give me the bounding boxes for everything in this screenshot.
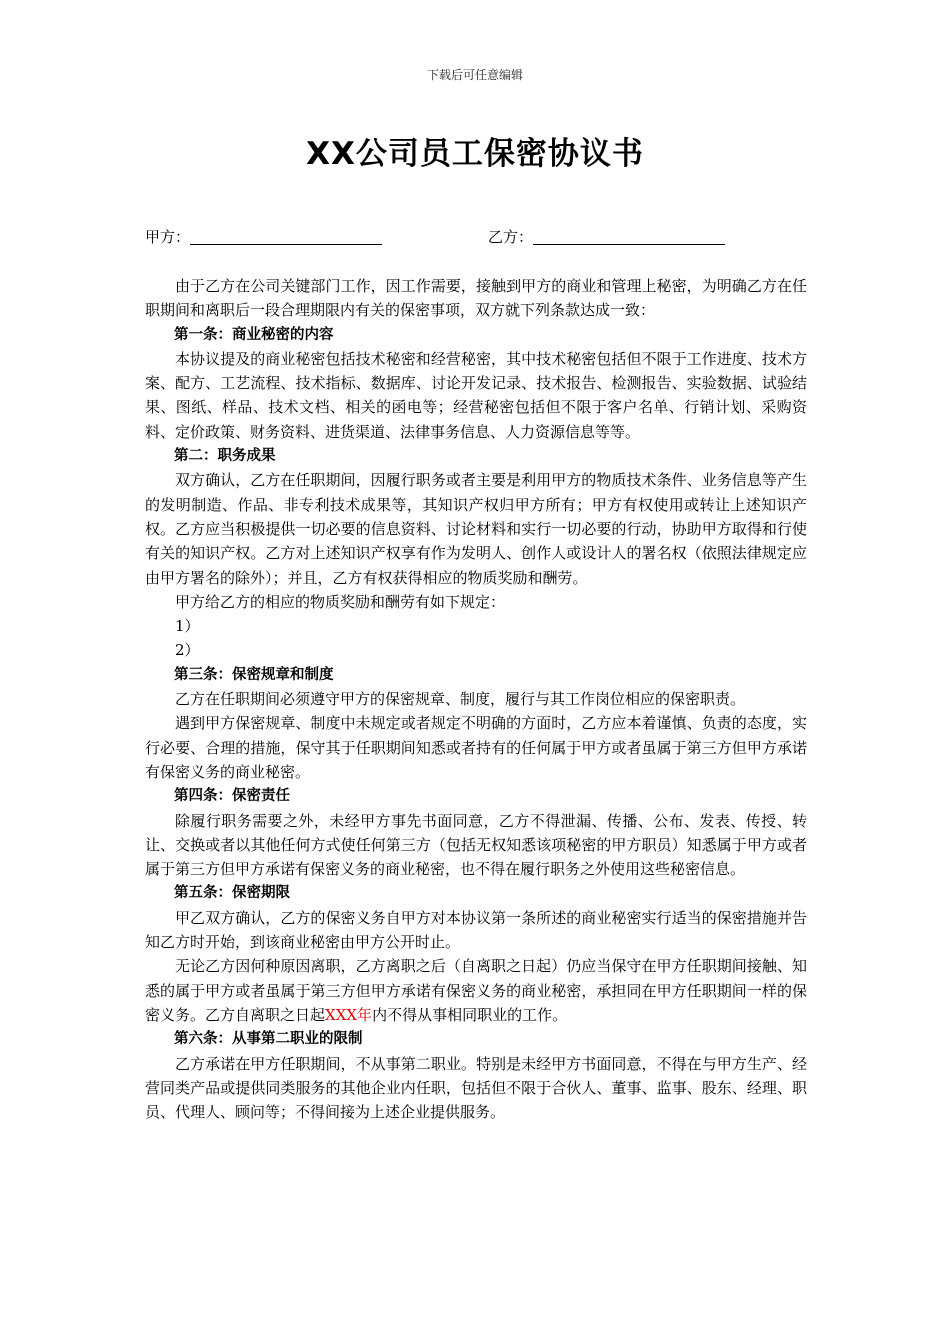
section-2-item-2: 2） <box>175 641 200 660</box>
parties-line <box>145 226 805 250</box>
section-3-paragraph-2: 遇到甲方保密规章、制度中未规定或者规定不明确的方面时，乙方应本着谨慎、负责的态度，实行必要、合理的措施，保守其于任职期间知悉或者持有的任何属于甲方或者虽属于第三方但甲方承诺有保密义务的商业秘密。 <box>145 714 807 781</box>
section-3-paragraph-1: 乙方在任职期间必须遵守甲方的保密规章、制度，履行与其工作岗位相应的保密职责。 <box>175 690 746 709</box>
section-1-paragraph: 本协议提及的商业秘密包括技术秘密和经营秘密，其中技术秘密包括但不限于工作进度、技术方案、配方、工艺流程、技术指标、数据库、讨论开发记录、技术报告、检测报告、实验数据、试验结果、图纸、样品、技术文档、相关的函电等；经营秘密包括但不限于客户名单、行销计划、采购资料、定价政策、财务资料、进货渠道、法律事务信息、人力资源信息等等。 <box>145 349 807 441</box>
section-3-heading: 第三条：保密规章和制度 <box>174 666 334 683</box>
section-4-heading: 第四条：保密责任 <box>174 788 290 805</box>
section-2-item-1: 1） <box>175 617 200 636</box>
document-title: XX公司员工保密协议书 <box>306 136 644 172</box>
header-note: 下载后可任意编辑 <box>426 68 523 82</box>
intro-paragraph: 由于乙方在公司关键部门工作，因工作需要，接触到甲方的商业和管理上秘密，为明确乙方在任职期间和离职后一段合理期限内有关的保密事项，双方就下列条款达成一致： <box>145 277 807 320</box>
party-a-label: 甲方： <box>145 228 191 246</box>
section-6-heading: 第六条：从事第二职业的限制 <box>174 1031 363 1048</box>
section-5-paragraph-2 <box>145 954 807 1027</box>
party-b-label: 乙方： <box>488 228 534 246</box>
section-2-reward-paragraph: 甲方给乙方的相应的物质奖励和酬劳有如下规定： <box>175 592 506 611</box>
section-2-heading: 第二：职务成果 <box>174 448 276 465</box>
section-2-paragraph: 双方确认，乙方在任职期间，因履行职务或者主要是利用甲方的物质技术条件、业务信息等产生的发明制造、作品、非专利技术成果等，其知识产权归甲方所有；甲方有权使用或转让上述知识产权。乙方应当积极提供一切必要的信息资料、讨论材料和实行一切必要的行动，协助甲方取得和行使有关的知识产权。乙方对上述知识产权享有作为发明人、创作人或设计人的署名权（依照法律规定应由甲方署名的除外）；并且，乙方有权获得相应的物质奖励和酬劳。 <box>145 471 807 587</box>
section-5-text-after: 内不得从事相同职业的工作。 <box>372 1005 568 1024</box>
party-a-blank <box>190 228 382 245</box>
section-4-paragraph: 除履行职务需要之外，未经甲方事先书面同意，乙方不得泄漏、传播、公布、发表、传授、转让、交换或者以其他任何方式使任何第三方（包括无权知悉该项秘密的甲方职员）知悉属于甲方或者属于第三方但甲方承诺有保密义务的商业秘密，也不得在履行职务之外使用这些秘密信息。 <box>145 811 807 879</box>
party-b-blank <box>533 228 725 245</box>
party-a <box>145 226 382 247</box>
section-6-paragraph: 乙方承诺在甲方任职期间，不从事第二职业。特别是未经甲方书面同意，不得在与甲方生产、经营同类产品或提供同类服务的其他企业内任职，包括但不限于合伙人、董事、监事、股东、经理、职员、代理人、顾问等；不得间接为上述企业提供服务。 <box>145 1054 807 1122</box>
section-1-heading: 第一条：商业秘密的内容 <box>174 326 334 343</box>
party-b <box>488 226 725 247</box>
document-body <box>145 274 807 1124</box>
section-5-paragraph-1: 甲乙双方确认，乙方的保密义务自甲方对本协议第一条所述的商业秘密实行适当的保密措施并告知乙方时开始，到该商业秘密由甲方公开时止。 <box>145 908 807 952</box>
section-5-years-highlight: XXX年 <box>325 1005 373 1024</box>
section-5-heading: 第五条：保密期限 <box>174 885 290 902</box>
section-5-text-before: 无论乙方因何种原因离职，乙方离职之后（自离职之日起）仍应当保守在甲方任职期间接触、知悉的属于甲方或者虽属于第三方但甲方承诺有保密义务的商业秘密，承担同在甲方任职期间一样的保密义务。乙方自离职之日起 <box>145 957 807 1024</box>
